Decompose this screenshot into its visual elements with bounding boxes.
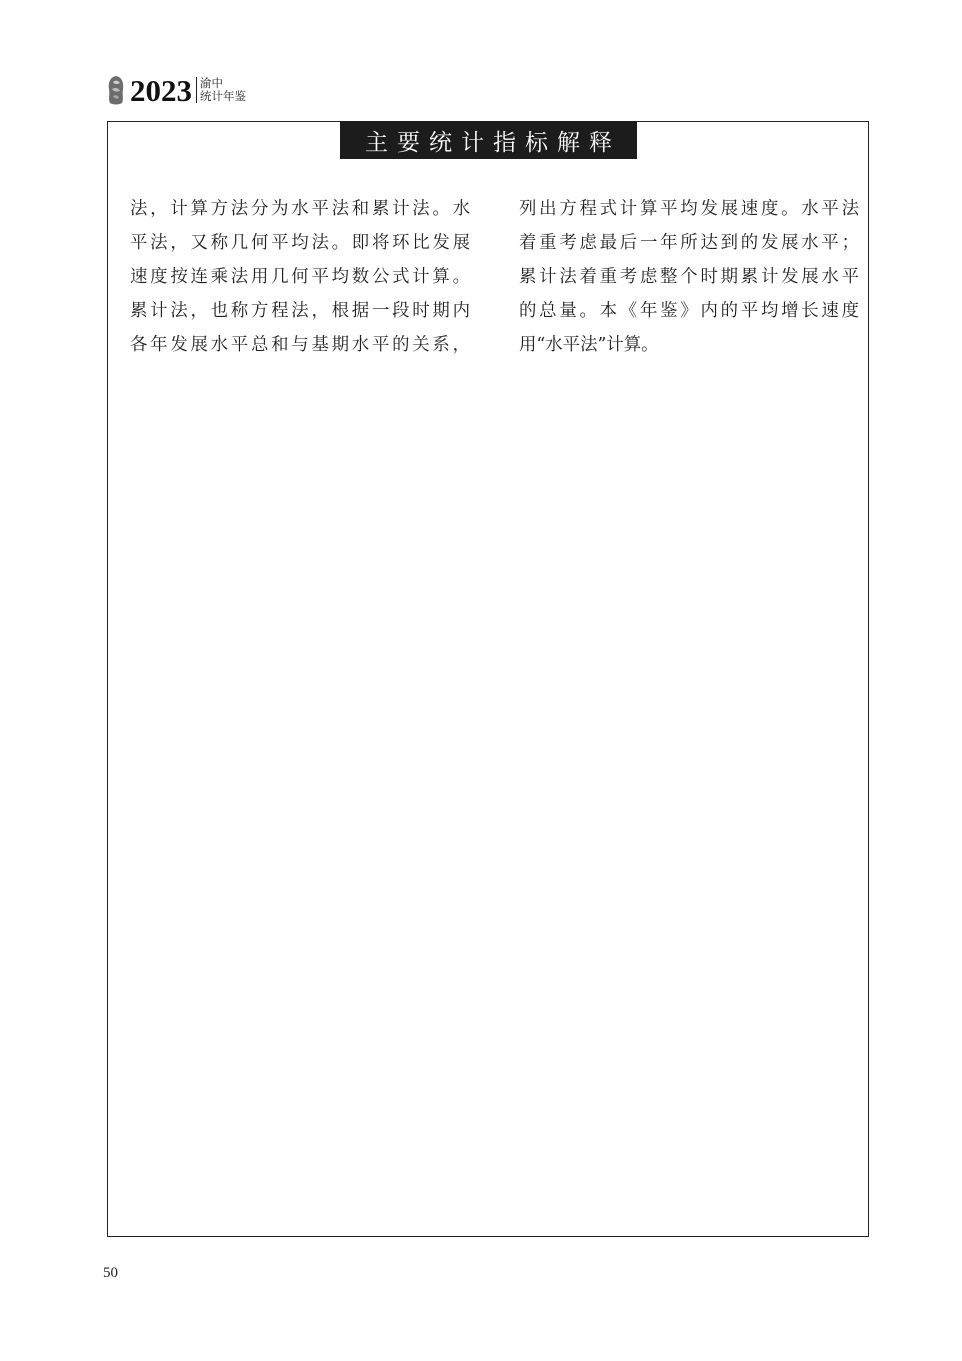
page-header xyxy=(105,72,246,108)
body-line: 平法，又称几何平均法。即将环比发展 xyxy=(130,233,470,253)
header-subtitle-line1: 渝中 xyxy=(200,76,223,90)
body-line: 累计法，也称方程法，根据一段时期内 xyxy=(130,301,470,321)
body-line: 法，计算方法分为水平法和累计法。水 xyxy=(130,199,470,219)
header-subtitle xyxy=(200,77,246,103)
body-line: 累计法着重考虑整个时期累计发展水平 xyxy=(519,267,859,287)
page-number: 50 xyxy=(103,1265,118,1281)
header-subtitle-line2: 统计年鉴 xyxy=(200,89,246,103)
body-line: 列出方程式计算平均发展速度。水平法 xyxy=(519,199,859,219)
body-line: 着重考虑最后一年所达到的发展水平； xyxy=(519,233,859,253)
body-column-right xyxy=(519,192,859,362)
body-line: 速度按连乘法用几何平均数公式计算。 xyxy=(130,267,470,287)
body-line: 各年发展水平总和与基期水平的关系， xyxy=(130,335,470,355)
yearbook-logo-icon xyxy=(105,74,127,106)
body-column-left xyxy=(130,192,470,362)
header-divider xyxy=(196,77,197,103)
section-title: 主要统计指标解释 xyxy=(340,121,637,159)
header-year: 2023 xyxy=(130,72,192,108)
body-line: 的总量。本《年鉴》内的平均增长速度 xyxy=(519,301,859,321)
body-line: 用“水平法”计算。 xyxy=(519,335,659,355)
